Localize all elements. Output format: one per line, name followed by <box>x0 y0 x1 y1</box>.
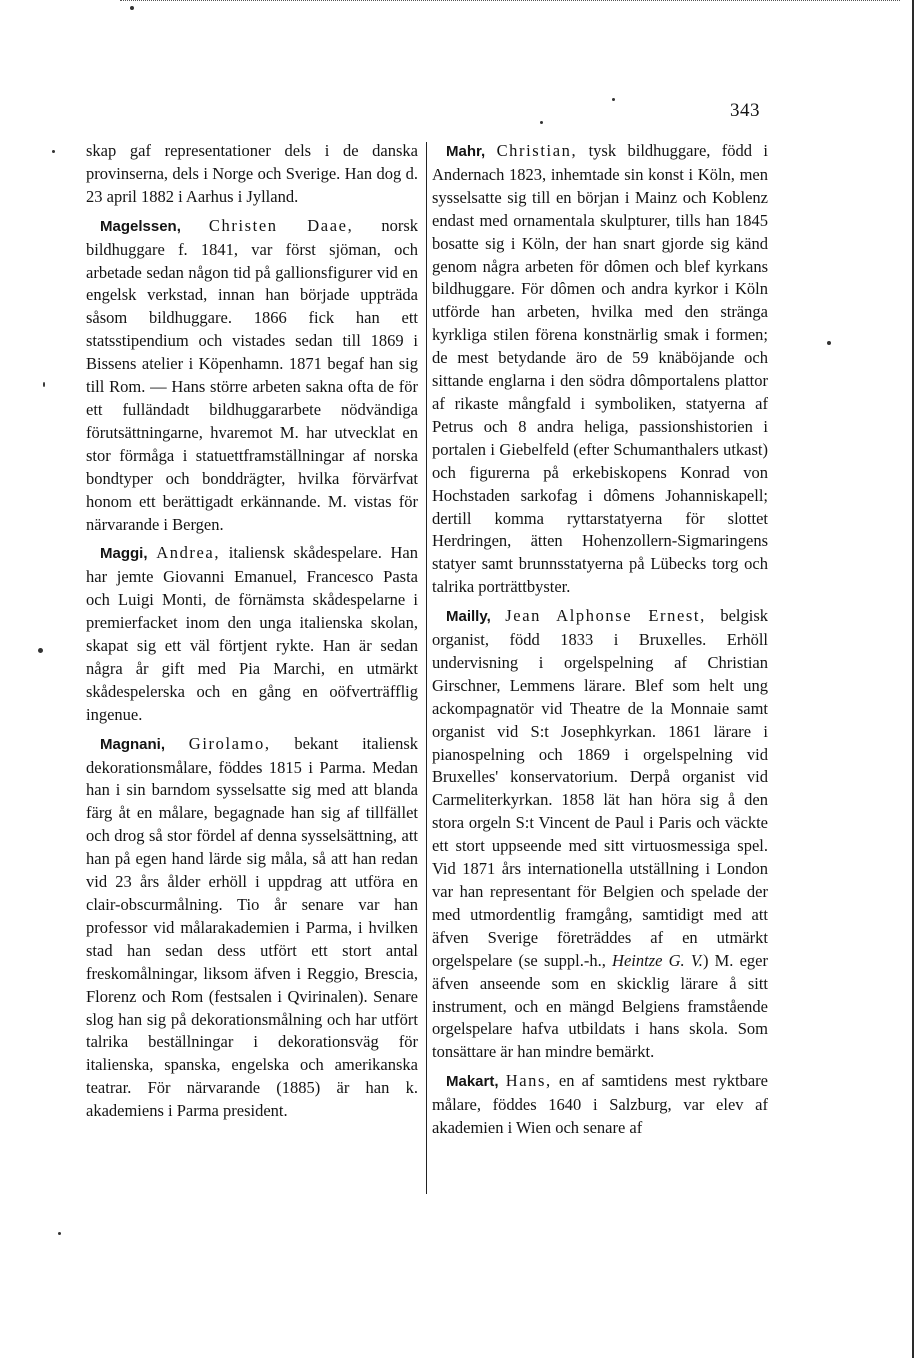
entry-headword: Makart, <box>446 1073 499 1091</box>
page-right-edge <box>912 0 914 1358</box>
entry-text: italiensk skådespelare. Han har jemte Giovanni Emanuel, Francesco Pasta och Luigi Monti, de förnämsta skådespelarne i premierfacket inom den unga italienska skolan, skapat sig ett väl förtjent rykte. Han är sedan några år gift med Pia Marchi, en utmärkt skådespelerska och en gång en oöfverträfflig ingenue. <box>86 543 419 724</box>
scan-speck <box>540 121 543 124</box>
entry-magelssen <box>86 215 418 537</box>
entry-headword: Magelssen, <box>100 217 181 235</box>
entry-given-name: Hans, <box>505 1071 552 1091</box>
left-column <box>86 140 418 1129</box>
entry-given-name: Girolamo, <box>188 733 271 753</box>
entry-continuation <box>86 140 418 209</box>
page-top-edge <box>120 0 900 1</box>
entry-given-name: Christen Daae, <box>208 215 354 235</box>
entry-given-name: Jean Alphonse Ernest, <box>505 606 706 626</box>
right-column <box>432 140 768 1146</box>
entry-text: tysk bildhuggare, född i Andernach 1823, inhemtade sin konst i Köln, men sysselsatte sig till en början i Mainz och Koblenz endast med ornamentala skulpturer, tills han 1845 bosatte sig i Köln, der han snart gjorde sig känd genom några arbeten för dômen och blef kyrkans bildhuggare. För dômen och andra kyrkor i Köln utförde han arbeten, hvilka med den stränga kyrkliga stilen förena konstnärlig smak i formen; de mest betydande äro de 59 knäböjande och sittande englarna i den södra dômportalens plattor af rikaste mångfald i symboliken, statyerna af Petrus och 8 andra heliga, passionshistorien i portalen i Giebelfeld (efter Schumanthalers utkast) och figurerna på erkebiskopens Konrad von Hochstaden sarkofag i dômens Johanniskapell; dertill komma ryttarstatyerna för slottet Herdringen, ätten Hohenzollern-Sigmaringens statyer samt brunnsstatyerna på Lübecks torg och talrika porträttbyster. <box>432 141 769 597</box>
entry-headword: Mahr, <box>446 143 486 160</box>
entry-mailly <box>432 605 768 1064</box>
scan-speck <box>52 150 55 153</box>
entry-text: en af samtidens mest ryktbare målare, föddes 1640 i Salzburg, var elev af akademien i Wien och senare af <box>432 1071 769 1138</box>
scan-speck <box>43 382 45 387</box>
entry-headword: Maggi, <box>100 545 148 563</box>
entry-text-tail: ) M. eger äfven anseende som en skicklig lärare å sitt instrument, och en mängd Belgiens framstående orgelspelare hafva utbildats i hans skola. Som tonsättare är han mindre bemärkt. <box>432 950 768 1062</box>
scan-speck <box>827 341 831 345</box>
entry-headword: Magnani, <box>100 735 166 753</box>
entry-magnani <box>86 733 418 1123</box>
cross-reference: Heintze G. V. <box>612 950 703 970</box>
entry-text: skap gaf representationer dels i de danska provinserna, dels i Norge och Sverige. Han dog d. 23 april 1882 i Aarhus i Jylland. <box>86 141 418 206</box>
entry-makart <box>432 1070 768 1140</box>
entry-headword: Mailly, <box>446 608 491 626</box>
entry-given-name: Andrea, <box>156 543 221 563</box>
scan-speck <box>38 648 43 653</box>
scan-speck <box>58 1232 61 1235</box>
scan-speck <box>130 6 134 10</box>
entry-mahr <box>432 140 768 599</box>
entry-maggi <box>86 542 418 726</box>
entry-given-name: Christian, <box>496 141 578 160</box>
entry-text: norsk bildhuggare f. 1841, var först sjöman, och arbetade sedan någon tid på gallionsfigurer vid en engelsk verkstad, innan han började uppträda såsom bildhuggare. 1866 fick han ett statsstipendium och vistades sedan till 1869 i Bissens atelier i Köpenhamn. 1871 begaf han sig till Rom. — Hans större arbeten sakna ofta de för ett fulländadt bildhuggararbete nödvändiga förutsättningarne, hvaremot M. har utvecklat en stor förmåga i statuettframställningar af norska bondtyper och bonddrägter, hvilka förvärfvat honom ett berättigadt erkännande. M. vistas för närvarande i Bergen. <box>86 215 419 534</box>
entry-text: bekant italiensk dekorationsmålare, föddes 1815 i Parma. Medan han i sin barndom sysselsatte sig med att blanda färg åt en målare, begagnade han sig af tillfället och drog så stor fördel af denna sysselsättning, att han på egen hand lärde sig måla, så att han redan vid 23 års ålder erhöll i uppdrag att utföra en clair-obscurmålning. Tio år senare var han professor vid målarakademien i Parma, i hvilken stad han sedan dess utfört ett stort antal freskomålningar, liksom äfven i Reggio, Brescia, Florenz och Rom (festsalen i Qvirinalen). Senare slog han sig på dekorationsmålning och har utfört talrika beställningar i dekorationsväg för italienska, spanska, engelska och amerikanska teatrar. För närvarande (1885) är han k. akademiens i Parma president. <box>86 733 419 1121</box>
column-divider <box>426 142 427 1194</box>
page-number: 343 <box>730 100 760 121</box>
scan-speck <box>612 98 615 101</box>
entry-text: belgisk organist, född 1833 i Bruxelles. Erhöll undervisning i orgelspelning af Christian Girschner, Lemmens lärare. Blef som helt ung ackompagnatör vid Theatre de la Monnaie samt organist vid S:t Josephkyrkan. 1861 lärare i pianospelning och 1869 i orgelspelning vid Bruxelles' konservatorium. Derpå organist vid Carmeliterkyrkan. 1858 lät han höra sig å den stora orgeln S:t Vincent de Paul i Paris och väckte ett stort uppseende med sitt virtuosmessiga spel. Vid 1871 års internationella utställning i London var han representant för Belgien och spelade der med utmordentlig framgång, samtidigt med att äfven Sverige företräddes af en utmärkt orgelspelare (se suppl.-h., <box>432 606 769 970</box>
